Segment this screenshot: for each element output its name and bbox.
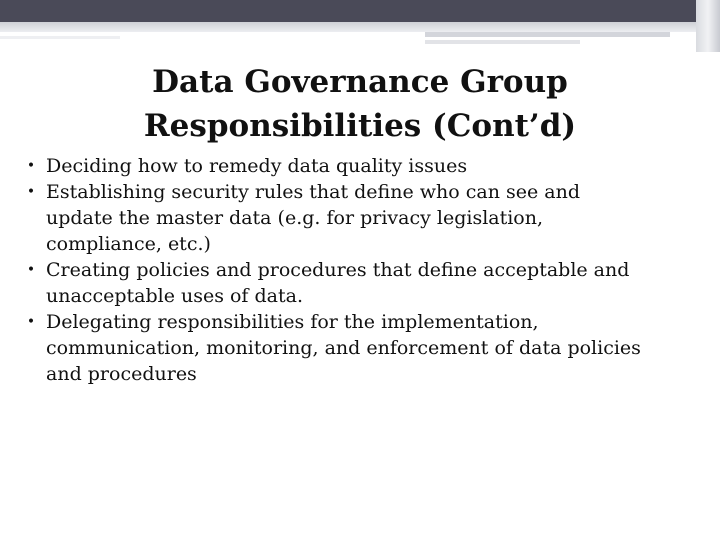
- bullet-list: [25, 153, 645, 387]
- bullet-item: [25, 309, 645, 387]
- bullet-text: Establishing security rules that define who can see and update the master data (e.g. for privacy legislation, compliance, etc.): [46, 181, 580, 255]
- top-right-decorative-block: [696, 0, 720, 52]
- bullet-dot-icon: •: [26, 262, 36, 278]
- header-stripe: [0, 22, 696, 32]
- bullet-item: [25, 153, 645, 179]
- header-accent-stripe-left: [0, 36, 120, 39]
- bullet-dot-icon: •: [26, 158, 36, 174]
- bullet-text: Creating policies and procedures that define acceptable and unacceptable uses of data.: [46, 259, 630, 307]
- top-decorative-band: [0, 0, 720, 22]
- slide-title-line-2: Responsibilities (Cont’d): [143, 108, 577, 144]
- slide-title-line-1: Data Governance Group: [152, 64, 568, 100]
- bullet-dot-icon: •: [26, 184, 36, 200]
- bullet-dot-icon: •: [26, 314, 36, 330]
- bullet-text: Delegating responsibilities for the implementation, communication, monitoring, and enforcement of data policies and procedures: [46, 311, 641, 385]
- bullet-item: [25, 179, 645, 257]
- header-accent-stripe-short: [425, 40, 580, 44]
- slide-title: [105, 60, 615, 148]
- bullet-text: Deciding how to remedy data quality issues: [46, 155, 468, 177]
- header-accent-stripe: [425, 32, 670, 37]
- bullet-item: [25, 257, 645, 309]
